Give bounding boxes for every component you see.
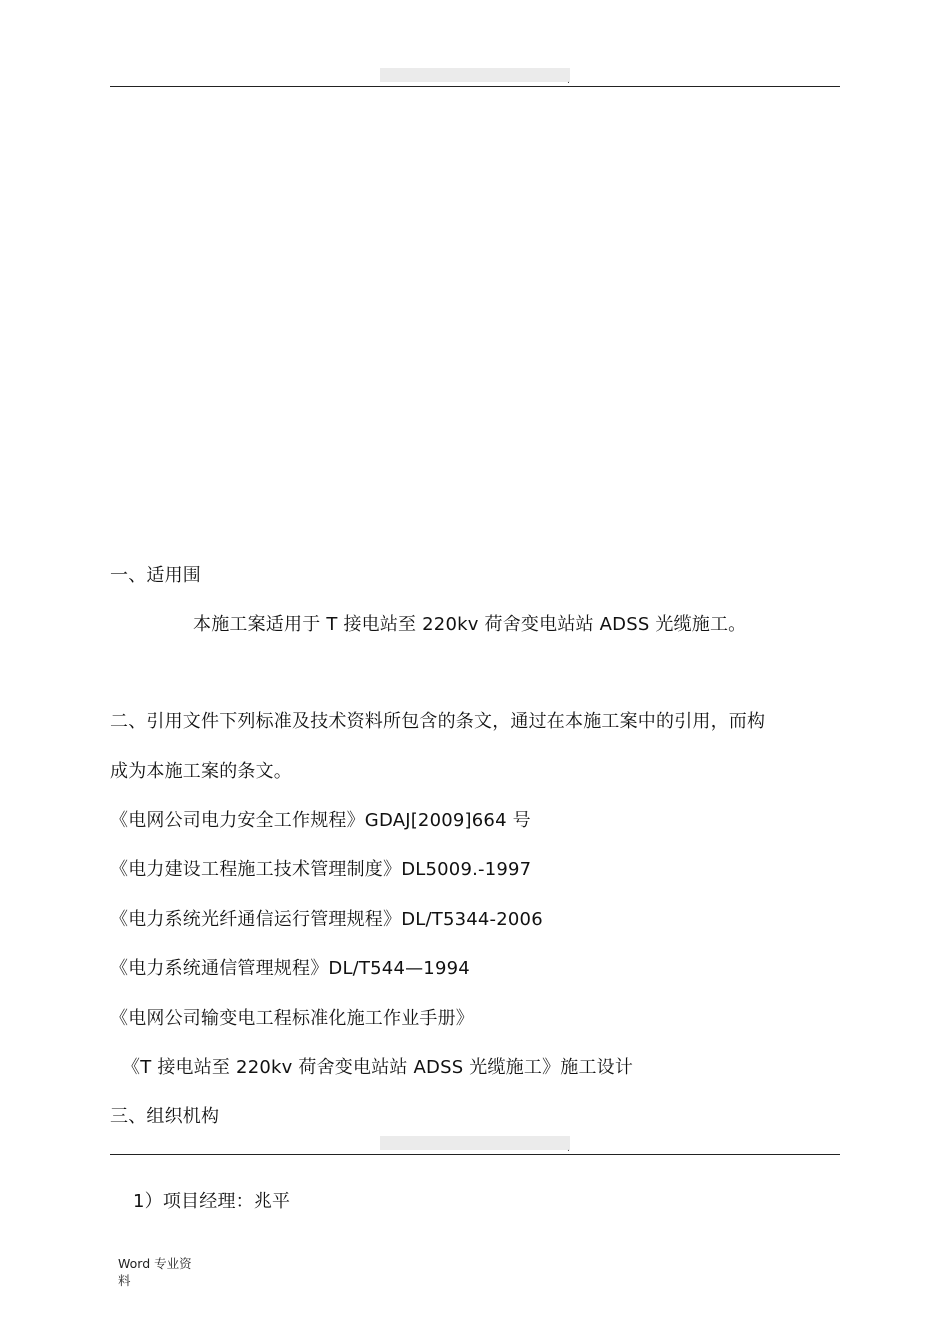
reference-item: 《电力系统光纤通信运行管理规程》DL/T5344-2006 bbox=[110, 909, 543, 930]
footer-line1: Word 专业资 bbox=[118, 1256, 192, 1271]
reference-item: 《电网公司电力安全工作规程》GDAJ[2009]664 号 bbox=[110, 810, 531, 831]
reference-item: 《电力建设工程施工技术管理制度》DL5009.-1997 bbox=[110, 859, 532, 880]
org-heading: 三、组织机构 bbox=[110, 1106, 220, 1127]
reference-item: 《T 接电站至 220kv 荷舍变电站站 ADSS 光缆施工》施工设计 bbox=[122, 1057, 634, 1078]
header-rule bbox=[110, 86, 840, 87]
header-rule bbox=[110, 1154, 840, 1155]
reference-item: 《电力系统通信管理规程》DL/T544—1994 bbox=[110, 958, 470, 979]
footer-line2: 料 bbox=[118, 1273, 131, 1288]
header-placeholder-bar bbox=[380, 1136, 570, 1150]
reference-item: 《电网公司输变电工程标准化施工作业手册》 bbox=[110, 1008, 474, 1029]
refs-heading-line1: 二、引用文件下列标准及技术资料所包含的条文，通过在本施工案中的引用，而构 bbox=[110, 711, 766, 732]
header-placeholder-bar bbox=[380, 68, 570, 82]
org-item: 1）项目经理：兆平 bbox=[133, 1191, 291, 1212]
header-dot: . bbox=[567, 1144, 570, 1154]
scope-text: 本施工案适用于 T 接电站至 220kv 荷舍变电站站 ADSS 光缆施工。 bbox=[193, 614, 747, 635]
scope-heading: 一、适用围 bbox=[110, 565, 201, 586]
refs-heading-line2: 成为本施工案的条文。 bbox=[110, 761, 292, 782]
header-dot: . bbox=[567, 76, 570, 86]
